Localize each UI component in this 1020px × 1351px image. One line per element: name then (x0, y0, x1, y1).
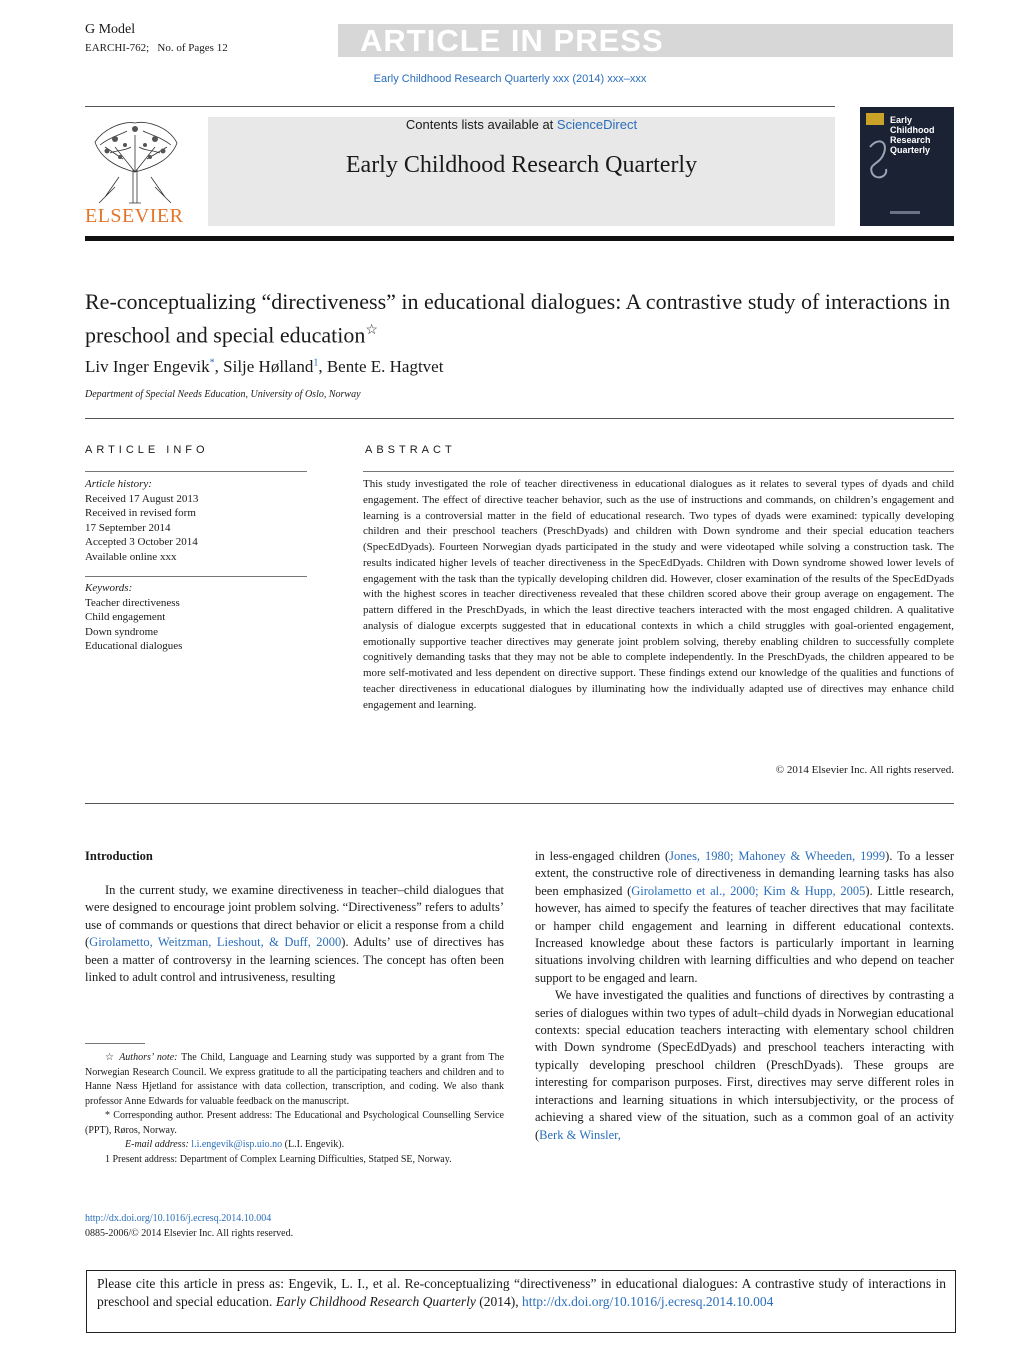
citation-doi-link[interactable]: http://dx.doi.org/10.1016/j.ecresq.2014.10.004 (522, 1293, 774, 1309)
article-in-press-banner (338, 24, 953, 57)
paragraph-text: in less-engaged children ( (535, 849, 670, 863)
citation-year: (2014), (475, 1293, 519, 1309)
cover-title: Early Childhood Research Quarterly (890, 115, 935, 155)
journal-issue-link[interactable]: Early Childhood Research Quarterly xxx (2014) xxx–xxx (373, 73, 647, 85)
author-footnote-mark[interactable]: 1 (313, 357, 319, 369)
keywords-label: Keywords: (85, 582, 133, 594)
footnote-label: Authors’ note: (119, 1052, 178, 1063)
citation-journal: Early Childhood Research Quarterly (275, 1293, 476, 1309)
sciencedirect-link[interactable]: ScienceDirect (556, 117, 638, 132)
contents-prefix: Contents lists available at (405, 117, 557, 132)
article-history (85, 477, 307, 564)
email-owner: (L.I. Engevik). (282, 1139, 345, 1150)
article-title-text: Re-conceptualizing “directiveness” in educational dialogues: A contrastive study of interactions in preschool and special education (85, 289, 951, 348)
citation-link[interactable]: Jones, 1980; Mahoney & Wheeden, 1999 (669, 849, 886, 863)
paragraph (535, 848, 954, 987)
footnote-rule (85, 1043, 145, 1044)
history-item: Accepted 3 October 2014 (85, 536, 198, 548)
article-code (85, 42, 228, 54)
paragraph (85, 882, 504, 986)
keyword: Child engagement (85, 611, 166, 623)
abstract-rule (363, 471, 954, 472)
banner-text: ARTICLE IN PRESS (360, 23, 664, 58)
footnote-authors-note (85, 1051, 504, 1109)
history-item: Received 17 August 2013 (85, 492, 199, 505)
section-heading-introduction: Introduction (85, 849, 153, 863)
history-item: 17 September 2014 (85, 521, 171, 534)
body-column-left (85, 882, 504, 986)
article-code-id: EARCHI-762; (85, 42, 150, 54)
body-column-right (535, 848, 954, 1144)
journal-name: Early Childhood Research Quarterly (345, 152, 698, 178)
paragraph-text: We have investigated the qualities and functions of directives by contrasting a series of dialogues within two types of adult–child dyads in Norwegian educational contexts: special education teachers interacting with elementary school children with Down syndrome (SpecEdDyads) and preschool teachers interacting with typically developing preschool children (PreschDyads). These groups are interesting for comparison purposes. First, directives may serve different roles in interactions and learning situations in which intersubjectivity, or the process of achieving a shared view of the situation, such as a common goal of an activity ( (535, 988, 954, 1142)
article-title (85, 287, 955, 349)
author-footnote-mark[interactable]: * (209, 357, 215, 369)
keyword: Down syndrome (85, 625, 159, 638)
email-label: E-mail address: (125, 1139, 189, 1150)
header-rule (85, 106, 835, 107)
keyword: Teacher directiveness (85, 596, 180, 609)
history-item: Available online xxx (85, 550, 177, 563)
email-link[interactable]: l.i.engevik@isp.uio.no (191, 1139, 283, 1150)
footnote-mark: 1 (105, 1153, 110, 1165)
paragraph-text: ). Little research, however, has aimed to specify the features of teacher directives that may facilitate or hamper child engagement and learning in different educational contexts. Increased knowledge about these factors is particularly important in learning situations involving children with learning difficulties and who depend on teacher support to be engaged and learn. (535, 883, 954, 985)
article-info-heading: ARTICLE INFO (85, 444, 209, 456)
history-item: Received in revised form (85, 507, 196, 519)
title-rule (85, 418, 954, 419)
affiliation: Department of Special Needs Education, University of Oslo, Norway (85, 389, 361, 400)
issn-line: 0885-2006/© 2014 Elsevier Inc. All rights reserved. (85, 1227, 294, 1239)
paragraph (535, 987, 954, 1144)
paragraph-text: ). Adults’ use of directives has been a matter of controversy in the learning sciences. The concept has often been linked to adult control and intrusiveness, resulting (85, 935, 504, 985)
doi-block (85, 1212, 293, 1241)
abstract-copyright: © 2014 Elsevier Inc. All rights reserved. (775, 764, 954, 776)
footnote-present-address (85, 1153, 504, 1168)
footnote-corresponding (85, 1109, 504, 1138)
keyword: Educational dialogues (85, 640, 183, 652)
author-list: Liv Inger Engevik*, Silje Hølland$^1$, Bente E. Hagtvet (85, 357, 444, 376)
footnote-text: The Child, Language and Learning study was supported by a grant from The Norwegian Research Council. We express gratitude to all the participating teachers and children and to Hanne Næss Hjetland for assistance with data collection, transcription, and coding. We also thank professor Anne Edwards for valuable feedback on the manuscript. (85, 1052, 505, 1107)
elsevier-wordmark: ELSEVIER (85, 205, 184, 227)
abstract-bottom-rule (85, 803, 954, 804)
history-label: Article history: (85, 478, 152, 490)
keywords (85, 581, 307, 654)
contents-line (208, 117, 835, 132)
footnotes (85, 1051, 504, 1167)
title-footnote-mark[interactable]: ☆ (365, 323, 378, 338)
journal-issue-line[interactable] (0, 73, 1020, 85)
article-info-rule (85, 471, 307, 472)
paragraph-text: In the current study, we examine directiveness in teacher–child dialogues that were designed to encourage joint problem solving. “Directiveness” refers to adults’ use of commands or questions that direct behavior or elicit a response from a child ( (85, 883, 504, 950)
footnote-email (85, 1138, 504, 1153)
g-model-label: G Model (85, 22, 136, 37)
footnote-text: Corresponding author. Present address: The Educational and Psychological Counselling Service (PPT), Røros, Norway. (85, 1110, 504, 1136)
author-name: Silje Hølland (223, 357, 314, 376)
tree-icon (85, 117, 185, 205)
doi-link[interactable]: http://dx.doi.org/10.1016/j.ecresq.2014.10.004 (85, 1213, 272, 1224)
author-name: Bente E. Hagtvet (326, 357, 444, 376)
citation-prefix: Please cite this article in press as: Engevik, L. I., et al. Re-conceptualizing “directiveness” in educational dialogues: A contrastive study of interactions in preschool and special education. (97, 1276, 946, 1309)
header-thick-rule (85, 236, 954, 241)
author-name: Liv Inger Engevik (85, 357, 210, 376)
citation-text (97, 1275, 946, 1310)
footnote-mark: ☆ (105, 1052, 116, 1063)
citation-link[interactable]: Girolametto et al., 2000; Kim & Hupp, 2005 (631, 883, 866, 898)
footnote-text: Present address: Department of Complex Learning Difficulties, Statped SE, Norway. (110, 1153, 452, 1165)
abstract-text: This study investigated the role of teacher directiveness in educational dialogues as it relates to several types of dyads and child engagement. The effect of directive teacher behavior, such as the use of instructions and commands, on children’s engagement and learning is a controversial matter in the field of educational research. Two types of dyads were examined: typically developing children and their preschool teachers (PreschDyads) and children with Down syndrome and their special education teachers (SpecEdDyads). Fourteen Norwegian dyads participated in the study and were videotaped while solving a construction task. The results indicated higher levels of teacher directiveness in the SpecEdDyads. Children with Down syndrome showed lower levels of engagement with the task than the typically developing children did. However, closer examination of the results of the SpecEdDyads with the highest scores in teacher directiveness revealed that these children scored above their group average on engagement. The pattern differed in the PreschDyads, in which the least directive teachers interacted with the most engaged children. A qualitative analysis of dialogue excerpts suggested that in educational contexts in which a child struggles with goal-oriented engagement, emotionally supportive teacher directives may generate joint problem solving, thereby enabling children to successfully complete cognitively demanding tasks that they may not be able to complete independently. In the PreschDyads, the children appeared to be more self-motivated and less dependent on directive support. These findings extend our knowledge of the qualities and functions of teacher directiveness in educational dialogues by illuminating how the individually adapted use of directives may enhance child engagement and learning. (363, 478, 954, 711)
citation-link[interactable]: Berk & Winsler, (539, 1127, 621, 1142)
page-count: No. of Pages 12 (157, 42, 228, 54)
footnote-mark: * (105, 1110, 110, 1121)
keywords-rule (85, 576, 307, 577)
citation-link[interactable]: Girolametto, Weitzman, Lieshout, & Duff, 2000 (89, 935, 342, 950)
abstract-heading: ABSTRACT (365, 444, 456, 456)
paragraph-text: ). To a lesser extent, the constructive role of directiveness in demanding learning tasks has also been emphasized ( (535, 849, 954, 898)
